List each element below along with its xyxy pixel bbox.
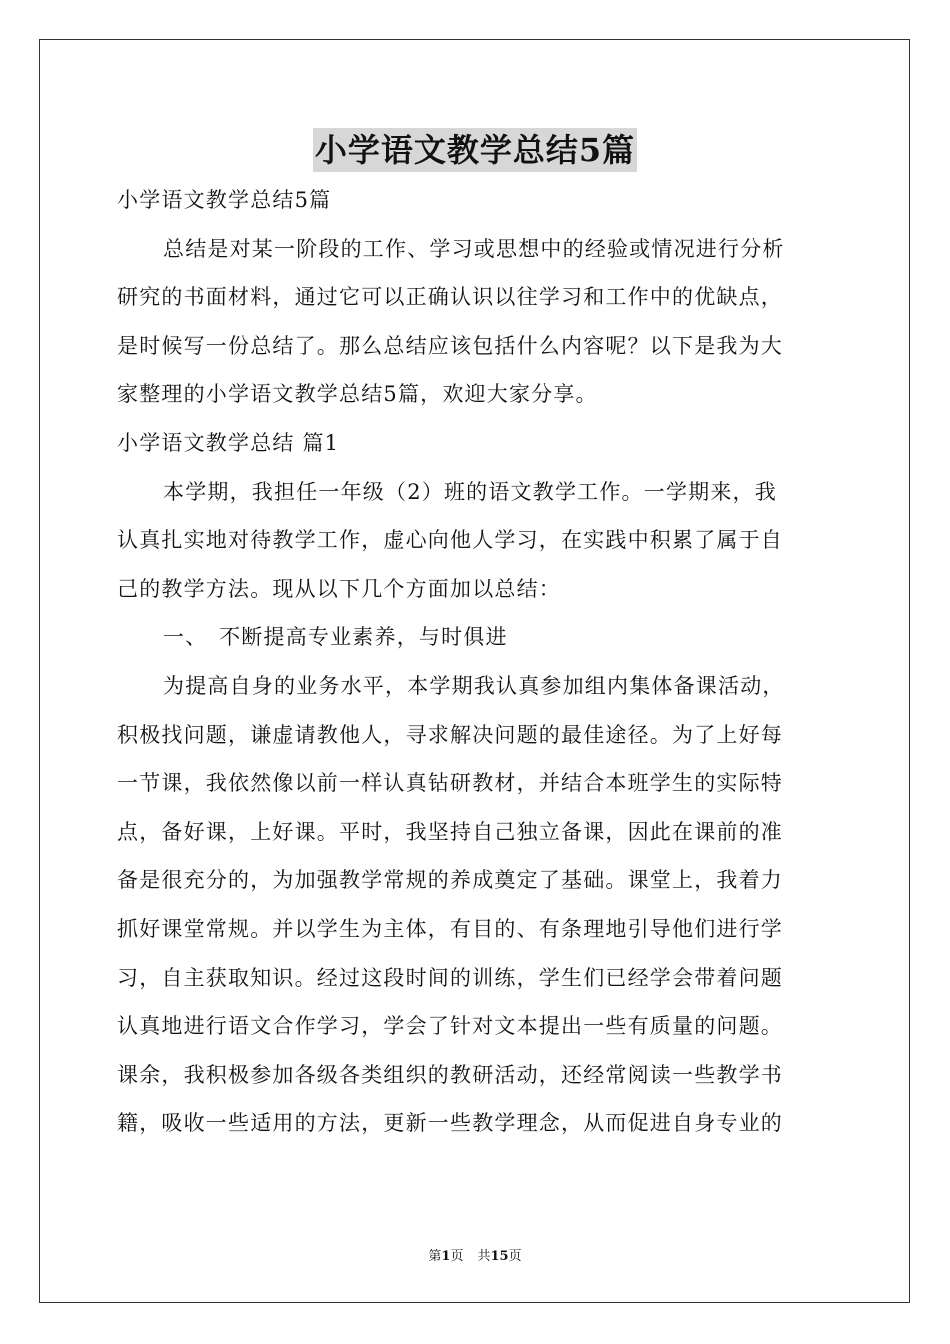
page-footer xyxy=(0,1245,950,1264)
total-prefix: 共 xyxy=(477,1249,491,1264)
paragraph-line: 习，自主获取知识。经过这段时间的训练，学生们已经学会带着问题 xyxy=(117,965,783,990)
section-heading: 小学语文教学总结 篇1 xyxy=(117,430,340,455)
paragraph-line: 总结是对某一阶段的工作、学习或思想中的经验或情况进行分析 xyxy=(163,236,785,261)
paragraph-line: 认真扎实地对待教学工作，虚心向他人学习，在实践中积累了属于自 xyxy=(117,528,783,553)
paragraph-line: 抓好课堂常规。并以学生为主体，有目的、有条理地引导他们进行学 xyxy=(117,916,783,941)
paragraph-line: 认真地进行语文合作学习，学会了针对文本提出一些有质量的问题。 xyxy=(117,1014,783,1039)
document-body xyxy=(117,176,837,1148)
paragraph-line: 研究的书面材料，通过它可以正确认识以往学习和工作中的优缺点， xyxy=(117,285,783,310)
page-prefix: 第 xyxy=(428,1249,442,1264)
paragraph-line: 一节课，我依然像以前一样认真钻研教材，并结合本班学生的实际特 xyxy=(117,771,783,796)
total-suffix: 页 xyxy=(508,1249,522,1264)
paragraph-line: 己的教学方法。现从以下几个方面加以总结： xyxy=(117,576,561,601)
page-number: 1 xyxy=(441,1249,451,1264)
paragraph-line: 为提高自身的业务水平，本学期我认真参加组内集体备课活动， xyxy=(163,673,785,698)
subsection-heading: 一、 不断提高专业素养，与时俱进 xyxy=(163,625,508,650)
paragraph-line: 积极找问题，谦虚请教他人，寻求解决问题的最佳途径。为了上好每 xyxy=(117,722,783,747)
paragraph-line: 籍，吸收一些适用的方法，更新一些教学理念，从而促进自身专业的 xyxy=(117,1111,783,1136)
paragraph-line: 点，备好课，上好课。平时，我坚持自己独立备课，因此在课前的准 xyxy=(117,819,783,844)
paragraph-line: 课余，我积极参加各级各类组织的教研活动，还经常阅读一些教学书 xyxy=(117,1062,783,1087)
title-container xyxy=(0,128,950,172)
paragraph-line: 是时候写一份总结了。那么总结应该包括什么内容呢？以下是我为大 xyxy=(117,333,783,358)
total-pages: 15 xyxy=(490,1249,509,1264)
paragraph-line: 家整理的小学语文教学总结5篇，欢迎大家分享。 xyxy=(117,382,598,407)
subtitle-line: 小学语文教学总结5篇 xyxy=(117,188,332,212)
document-title: 小学语文教学总结5篇 xyxy=(313,128,637,172)
paragraph-line: 本学期，我担任一年级（2）班的语文教学工作。一学期来，我 xyxy=(163,479,777,504)
page-suffix: 页 xyxy=(450,1249,464,1264)
paragraph-line: 备是很充分的，为加强教学常规的养成奠定了基础。课堂上，我着力 xyxy=(117,868,783,893)
